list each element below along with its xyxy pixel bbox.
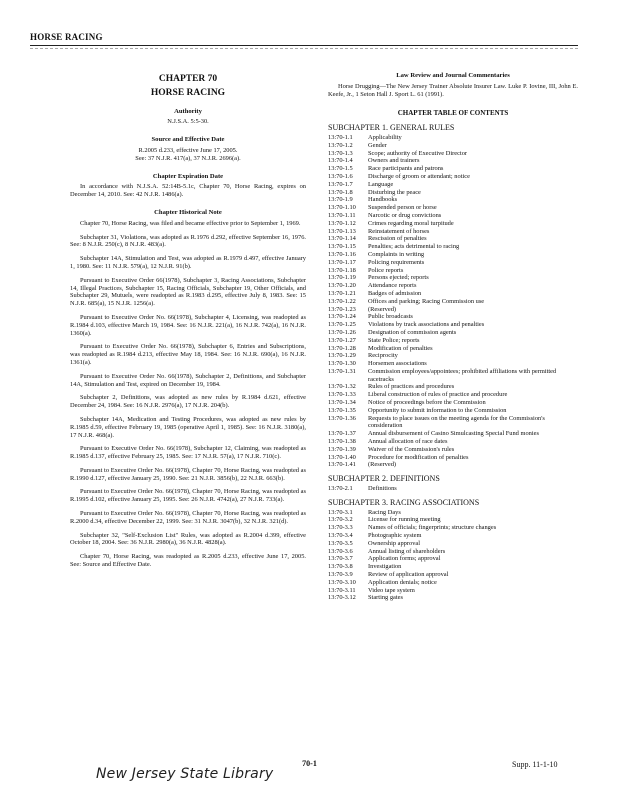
- toc-entry: [328, 415, 578, 431]
- history-paragraph: Pursuant to Executive Order 66(1978), Subchapter 3, Racing Associations, Subchapter 14, Illegal Practices, Subchapter 15, Racing Officials, Subchapter 19, Other Officials, and Subchapter 29, Mutuels, were readopted as R.1983 d.295, effective July 8, 1983. See: 15 N.J.R. 685(a), 15 N.J.R. 1256(a).: [70, 276, 306, 308]
- section-number: 13:70-1.4: [328, 157, 353, 165]
- toc-entry: [328, 548, 578, 556]
- section-title: Notice of proceedings before the Commission: [368, 399, 486, 407]
- table-of-contents: [328, 124, 578, 602]
- section-title: Language: [368, 180, 394, 188]
- toc-entry: [328, 485, 578, 493]
- section-title: Requests to place issues on the meeting agenda for the Commission's consideration: [368, 414, 545, 430]
- history-paragraph: Subchapter 32, "Self-Exclusion List" Rules, was adopted as R.2004 d.399, effective October 18, 2004. See: 36 N.J.R. 2980(a), 36 N.J.R. 4828(a).: [70, 531, 306, 547]
- history-paragraph: Pursuant to Executive Order No. 66(1978), Subchapter 2, Definitions, and Subchapter 14A, Stimulation and Test, expired on December 19, 1984.: [70, 372, 306, 388]
- section-number: 13:70-1.12: [328, 219, 356, 227]
- toc-entry: [328, 345, 578, 353]
- section-number: 13:70-1.38: [328, 438, 356, 446]
- section-title: Discharge of groom or attendant; notice: [368, 172, 470, 180]
- section-title: Race participants and patrons: [368, 165, 444, 173]
- section-title: Liberal construction of rules of practice and procedure: [368, 391, 508, 399]
- toc-entry: [328, 251, 578, 259]
- section-number: 13:70-1.10: [328, 204, 356, 212]
- section-title: Opportunity to submit information to the Commission: [368, 406, 507, 414]
- section-number: 13:70-1.14: [328, 235, 356, 243]
- right-column: [328, 70, 578, 602]
- section-number: 13:70-1.13: [328, 227, 356, 235]
- section-title: Complaints in writing: [368, 250, 425, 258]
- page-number: 70-1: [302, 759, 317, 768]
- subchapter-heading: SUBCHAPTER 1. GENERAL RULES: [328, 123, 455, 133]
- section-number: 13:70-1.33: [328, 391, 356, 399]
- toc-entry: [328, 407, 578, 415]
- law-review-text: Horse Drugging—The New Jersey Trainer Absolute Insurer Law. Luke P. Iovine, III, John E. Keefe, Jr., 1 Seton Hall J. Sport L. 61 (1991).: [328, 82, 578, 98]
- section-title: (Reserved): [368, 305, 397, 313]
- toc-entry: [328, 134, 578, 142]
- section-title: Handbooks: [368, 196, 398, 204]
- section-title: Badges of admission: [368, 289, 422, 297]
- toc-entry: [328, 181, 578, 189]
- toc-entry: [328, 446, 578, 454]
- left-column: [70, 70, 306, 575]
- section-title: Names of officials; fingerprints; structure changes: [368, 524, 497, 532]
- section-number: 13:70-3.11: [328, 586, 356, 594]
- section-title: Starting gates: [368, 594, 403, 602]
- section-title: Racing Days: [368, 508, 401, 516]
- section-number: 13:70-1.7: [328, 180, 353, 188]
- section-number: 13:70-1.41: [328, 461, 356, 469]
- subchapter-heading: SUBCHAPTER 2. DEFINITIONS: [328, 474, 440, 484]
- section-title: Policing requirements: [368, 258, 425, 266]
- section-number: 13:70-1.34: [328, 399, 356, 407]
- section-title: Annual disbursement of Casino Simulcasting Special Fund monies: [368, 430, 539, 438]
- section-number: 13:70-1.6: [328, 172, 353, 180]
- toc-entry: [328, 204, 578, 212]
- section-title: Video tape system: [368, 586, 415, 594]
- section-title: Rules of practices and procedures: [368, 383, 455, 391]
- toc-entry: [328, 563, 578, 571]
- section-title: Applicability: [368, 133, 402, 141]
- section-title: Modification of penalties: [368, 344, 433, 352]
- section-title: Rescission of penalties: [368, 235, 427, 243]
- history-paragraph: Pursuant to Executive Order No. 66(1978), Subchapter 4, Licensing, was readopted as R.1984 d.103, effective March 19, 1984. See: 16 N.J.R. 221(a), 16 N.J.R. 742(a), 16 N.J.R. 1360(a).: [70, 313, 306, 337]
- toc-entry: [328, 516, 578, 524]
- section-title: Annual listing of shareholders: [368, 547, 446, 555]
- section-title: Scope; authority of Executive Director: [368, 149, 468, 157]
- section-title: Application forms; approval: [368, 555, 441, 563]
- section-number: 13:70-1.11: [328, 211, 356, 219]
- section-number: 13:70-3.8: [328, 563, 353, 571]
- section-title: Reciprocity: [368, 352, 398, 360]
- section-number: 13:70-1.3: [328, 149, 353, 157]
- section-number: 13:70-1.9: [328, 196, 353, 204]
- toc-entry: [328, 579, 578, 587]
- toc-entry: [328, 360, 578, 368]
- toc-entry: [328, 228, 578, 236]
- section-title: Application denials; notice: [368, 578, 437, 586]
- toc-entry: [328, 196, 578, 204]
- section-number: 13:70-1.5: [328, 165, 353, 173]
- header-rule-dashed: [30, 48, 578, 49]
- toc-entry: [328, 282, 578, 290]
- toc-entry: [328, 306, 578, 314]
- section-title: Photographic system: [368, 532, 422, 540]
- section-number: 13:70-3.7: [328, 555, 353, 563]
- toc-entry: [328, 212, 578, 220]
- section-title: Gender: [368, 141, 387, 149]
- history-paragraph: Subchapter 14A, Medication and Testing Procedures, was adopted as new rules by R.1985 d.59, effective February 19, 1985 (operative April 1, 1985). See: 16 N.J.R. 3180(a), 17 N.J.R. 468(a).: [70, 415, 306, 439]
- section-title: Waiver of the Commission's rules: [368, 445, 455, 453]
- section-number: 13:70-1.36: [328, 414, 356, 422]
- source-line: See: 37 N.J.R. 417(a), 37 N.J.R. 2696(a).: [135, 154, 241, 162]
- source-line: R.2005 d.233, effective June 17, 2005.: [138, 146, 238, 154]
- toc-entry: [328, 571, 578, 579]
- section-title: Suspended person or horse: [368, 204, 437, 212]
- section-number: 13:70-1.23: [328, 305, 356, 313]
- section-number: 13:70-1.21: [328, 289, 356, 297]
- section-number: 13:70-1.18: [328, 266, 356, 274]
- section-title: Reinstatement of horses: [368, 227, 430, 235]
- history-paragraph: Subchapter 14A, Stimulation and Test, was adopted as R.1979 d.497, effective January 1, 1980. See: 11 N.J.R. 579(a), 12 N.J.R. 91(b).: [70, 255, 306, 270]
- header-rule: [30, 45, 578, 46]
- subchapter-heading: SUBCHAPTER 3. RACING ASSOCIATIONS: [328, 497, 480, 507]
- law-review-heading: Law Review and Journal Commentaries: [396, 72, 510, 79]
- history-paragraph: Pursuant to Executive Order No. 66(1978), Subchapter 12, Claiming, was readopted as R.1985 d.137, effective February 25, 1985. See: 17 N.J.R. 57(a), 17 N.J.R. 710(c).: [70, 445, 306, 461]
- section-title: Persons ejected; reports: [368, 274, 429, 282]
- toc-entry: [328, 298, 578, 306]
- toc-entry: [328, 165, 578, 173]
- toc-heading: CHAPTER TABLE OF CONTENTS: [397, 109, 509, 118]
- section-title: Horsemen associations: [368, 360, 427, 368]
- history-paragraph: Chapter 70, Horse Racing, was filed and became effective prior to September 1, 1969.: [80, 219, 301, 227]
- section-number: 13:70-1.16: [328, 250, 356, 258]
- toc-entry: [328, 267, 578, 275]
- section-title: License for running meeting: [368, 516, 441, 524]
- source-heading: Source and Effective Date: [151, 136, 225, 144]
- section-title: Commission employees/appointees; prohibited affiliations with permitted racetracks: [368, 367, 557, 383]
- toc-entry: [328, 454, 578, 462]
- section-number: 13:70-3.6: [328, 547, 353, 555]
- toc-entry: [328, 173, 578, 181]
- section-title: Designation of commission agents: [368, 328, 457, 336]
- section-number: 13:70-3.9: [328, 571, 353, 579]
- toc-entry: [328, 142, 578, 150]
- toc-entry: [328, 220, 578, 228]
- section-title: Annual allocation of race dates: [368, 438, 448, 446]
- section-title: Violations by track associations and penalties: [368, 321, 485, 329]
- section-number: 13:70-1.30: [328, 360, 356, 368]
- section-number: 13:70-1.28: [328, 344, 356, 352]
- history-paragraph: Subchapter 31, Violations, was adopted as R.1976 d.292, effective September 16, 1976. See: 8 N.J.R. 250(c), 8 N.J.R. 483(a).: [70, 233, 306, 249]
- section-number: 13:70-1.19: [328, 274, 356, 282]
- expiration-heading: Chapter Expiration Date: [152, 172, 224, 180]
- toc-entry: [328, 594, 578, 602]
- toc-entry: [328, 438, 578, 446]
- section-number: 13:70-3.3: [328, 524, 353, 532]
- toc-entry: [328, 321, 578, 329]
- section-title: Police reports: [368, 266, 404, 274]
- section-number: 13:70-1.2: [328, 141, 353, 149]
- section-number: 13:70-1.27: [328, 336, 356, 344]
- section-title: Procedure for modification of penalties: [368, 453, 469, 461]
- history-paragraph: Chapter 70, Horse Racing, was readopted as R.2005 d.233, effective June 17, 2005. See: Source and Effective Date.: [70, 553, 306, 569]
- history-paragraph: Subchapter 2, Definitions, was adopted as new rules by R.1984 d.621, effective December 24, 1984. See: 16 N.J.R. 2976(a), 17 N.J.R. 204(b).: [70, 394, 306, 410]
- section-number: 13:70-1.22: [328, 297, 356, 305]
- authority-heading: Authority: [174, 107, 202, 115]
- section-title: (Reserved): [368, 461, 397, 469]
- toc-entry: [328, 391, 578, 399]
- history-paragraph: Pursuant to Executive Order No. 66(1978), Chapter 70, Horse Racing, was readopted as R.1990 d.127, effective January 25, 1990. See: 21 N.J.R. 3856(b), 22 N.J.R. 663(b).: [70, 466, 306, 482]
- toc-entry: [328, 329, 578, 337]
- section-number: 13:70-3.4: [328, 532, 353, 540]
- toc-entry: [328, 259, 578, 267]
- toc-entry: [328, 383, 578, 391]
- section-number: 13:70-1.15: [328, 243, 356, 251]
- section-number: 13:70-1.8: [328, 188, 353, 196]
- section-number: 13:70-1.39: [328, 445, 356, 453]
- section-title: State Police; reports: [368, 336, 420, 344]
- authority-text: N.J.S.A. 5:5-30.: [167, 118, 209, 126]
- section-title: Offices and parking; Racing Commission use: [368, 297, 485, 305]
- section-number: 13:70-3.5: [328, 539, 353, 547]
- running-header: HORSE RACING: [30, 32, 103, 42]
- section-title: Ownership approval: [368, 539, 420, 547]
- section-number: 13:70-1.35: [328, 406, 356, 414]
- toc-entry: [328, 290, 578, 298]
- toc-entry: [328, 235, 578, 243]
- section-number: 13:70-1.17: [328, 258, 356, 266]
- toc-entry: [328, 461, 578, 469]
- toc-entry: [328, 337, 578, 345]
- section-title: Attendance reports: [368, 282, 417, 290]
- section-number: 13:70-1.20: [328, 282, 356, 290]
- section-number: 13:70-1.24: [328, 313, 356, 321]
- toc-entry: [328, 274, 578, 282]
- expiration-text: In accordance with N.J.S.A. 52:14B-5.1c, Chapter 70, Horse Racing, expires on December 14, 2010. See: 42 N.J.R. 1486(a).: [70, 183, 306, 199]
- history-notes: [70, 220, 306, 569]
- toc-entry: [328, 313, 578, 321]
- section-number: 13:70-2.1: [328, 485, 353, 493]
- section-number: 13:70-1.31: [328, 367, 356, 375]
- toc-entry: [328, 157, 578, 165]
- section-number: 13:70-1.1: [328, 133, 353, 141]
- toc-entry: [328, 540, 578, 548]
- history-heading: Chapter Historical Note: [154, 208, 222, 216]
- toc-entry: [328, 532, 578, 540]
- section-title: Penalties; acts detrimental to racing: [368, 243, 460, 251]
- supplement-date: Supp. 11-1-10: [512, 760, 558, 769]
- section-number: 13:70-1.25: [328, 321, 356, 329]
- section-title: Investigation: [368, 563, 402, 571]
- toc-entry: [328, 524, 578, 532]
- toc-entry: [328, 189, 578, 197]
- toc-entry: [328, 352, 578, 360]
- toc-entry: [328, 587, 578, 595]
- section-number: 13:70-1.40: [328, 453, 356, 461]
- toc-entry: [328, 509, 578, 517]
- history-paragraph: Pursuant to Executive Order No. 66(1978), Chapter 70, Horse Racing, was readopted as R.1995 d.102, effective January 25, 1995. See: 26 N.J.R. 4742(a), 27 N.J.R. 733(a).: [70, 488, 306, 504]
- toc-entry: [328, 399, 578, 407]
- toc-entry: [328, 430, 578, 438]
- section-number: 13:70-1.37: [328, 430, 356, 438]
- section-title: Owners and trainers: [368, 157, 420, 165]
- toc-entry: [328, 243, 578, 251]
- toc-entry: [328, 368, 578, 384]
- section-number: 13:70-3.10: [328, 578, 356, 586]
- library-watermark: New Jersey State Library: [96, 766, 274, 782]
- chapter-number: CHAPTER 70: [158, 74, 218, 84]
- section-title: Review of application approval: [368, 571, 449, 579]
- section-number: 13:70-1.32: [328, 383, 356, 391]
- section-title: Disturbing the peace: [368, 188, 421, 196]
- section-number: 13:70-3.12: [328, 594, 356, 602]
- section-title: Crimes regarding moral turpitude: [368, 219, 454, 227]
- section-title: Public broadcasts: [368, 313, 413, 321]
- section-number: 13:70-1.26: [328, 328, 356, 336]
- toc-entry: [328, 150, 578, 158]
- section-number: 13:70-1.29: [328, 352, 356, 360]
- section-number: 13:70-3.2: [328, 516, 353, 524]
- section-title: Definitions: [368, 485, 397, 493]
- toc-entry: [328, 555, 578, 563]
- section-title: Narcotic or drug convictions: [368, 211, 442, 219]
- history-paragraph: Pursuant to Executive Order No. 66(1978), Chapter 70, Horse Racing, was readopted as R.2000 d.34, effective December 22, 1999. See: 31 N.J.R. 3047(b), 32 N.J.R. 321(d).: [70, 510, 306, 525]
- chapter-title: HORSE RACING: [150, 87, 226, 98]
- history-paragraph: Pursuant to Executive Order No. 66(1978), Subchapter 6, Entries and Subscriptions, was readopted as R.1984 d.213, effective May 18, 1984. See: 16 N.J.R. 690(a), 16 N.J.R. 1361(a).: [70, 343, 306, 366]
- section-number: 13:70-3.1: [328, 508, 353, 516]
